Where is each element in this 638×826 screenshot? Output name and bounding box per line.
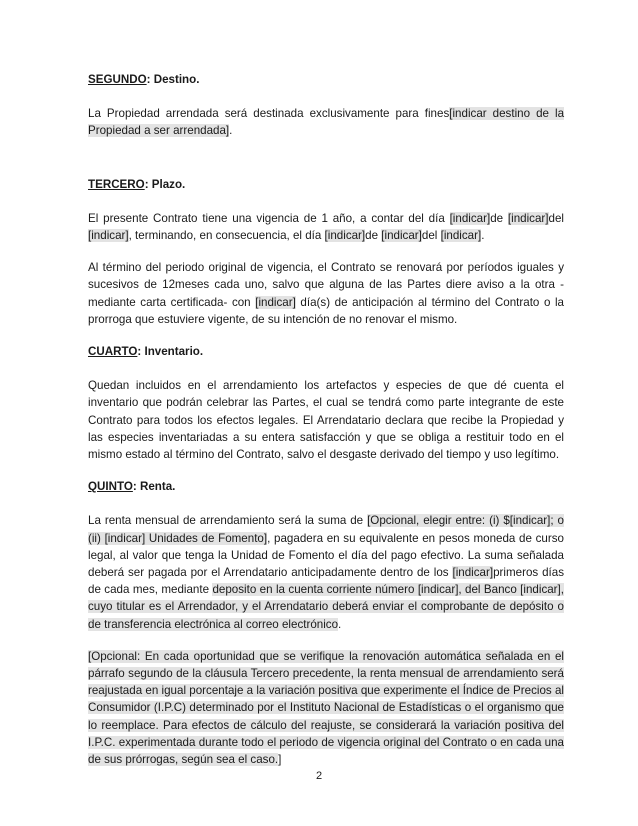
placeholder-highlight: [Opcional, elegir entre: (i) $[indicar]; o (ii) [indicar] Unidades de Fomento] [88, 514, 564, 545]
paragraph-text: La renta mensual de arrendamiento será la suma de [88, 514, 368, 528]
clause-title: : Inventario. [137, 345, 204, 359]
paragraph-text: Al término del periodo original de vigencia, el Contrato se renovará por períodos iguales y sucesivos de 12meses cada uno, salvo que alguna de las Partes diere aviso a la otra -mediante carta certificada- con [88, 261, 564, 309]
clause-label: TERCERO [88, 177, 145, 191]
clause-title: : Plazo. [144, 177, 186, 191]
paragraph-text: El presente Contrato tiene una vigencia de 1 año, a contar del día [88, 211, 450, 225]
paragraph-text: del [548, 211, 564, 225]
placeholder-highlight: [indicar] [381, 229, 422, 243]
document-body [88, 71, 564, 768]
clause-label: SEGUNDO [88, 73, 147, 86]
paragraph-text: Quedan incluidos en el arrendamiento los artefactos y especies de que dé cuenta el inventario que podrán celebrar las Partes, el cual se tendrá como parte integrante de este Contrato para todos los efectos legales. El Arrendatario declara que recibe la Propiedad y las especies inventariadas a su entera satisfacción y que se obliga a restituir todo en el mismo estado al término del Contrato, salvo el desgaste derivado del tiempo y uso legítimo. [88, 379, 564, 462]
paragraph-text: ] [278, 753, 282, 767]
placeholder-highlight: deposito en la cuenta corriente número [indicar], del Banco [indicar], cuyo titular es el Arrendador, y el Arrendatario deberá enviar el comprobante de depósito o de transferencia electrónica al correo electrónico [88, 583, 564, 631]
page-number: 2 [315, 770, 323, 782]
paragraph-text: de [365, 229, 382, 243]
paragraph-text: . [481, 229, 485, 243]
paragraph-text: , terminando, en consecuencia, el día [128, 229, 325, 243]
paragraph [88, 648, 564, 768]
clause-heading-cuarto [88, 343, 564, 360]
placeholder-highlight: [Opcional: En cada oportunidad que se verifique la renovación automática señalada en el párrafo segundo de la cláusula Tercero precedente, la renta mensual de arrendamiento será reajustada en igual porcentaje a la variación positiva que experimente el Índice de Precios al Consumidor (I.P.C) determinado por el Instituto Nacional de Estadísticas o el organismo que lo reemplace. Para efectos de cálculo del reajuste, se considerará la variación positiva del I.P.C. experimentada durante todo el periodo de vigencia original del Contrato o en cada una de sus prórrogas, según sea el caso. [88, 649, 564, 767]
clause-label: QUINTO [88, 480, 133, 494]
clause-heading-segundo [88, 71, 564, 88]
placeholder-highlight: [indicar] [324, 229, 366, 243]
paragraph [88, 377, 564, 463]
clause-heading-quinto [88, 478, 564, 495]
placeholder-highlight: [indicar] [507, 211, 549, 225]
placeholder-highlight: [indicar destino de la Propiedad a ser arrendada] [88, 107, 565, 138]
placeholder-highlight: [indicar] [449, 211, 491, 225]
paragraph-text: del [421, 229, 441, 243]
paragraph-text: de [490, 211, 508, 225]
paragraph-text: primeros días de cada mes, mediante [88, 566, 565, 597]
paragraph-text: . [229, 124, 233, 138]
placeholder-highlight: [indicar] [255, 295, 296, 309]
clause-title: : Destino. [146, 73, 200, 86]
paragraph-text: , pagadera en su equivalente en pesos moneda de curso legal, al valor que tenga la Unidad de Fomento el día del pago efectivo. La suma señalada deberá ser pagada por el Arrendatario anticipadamente dentro de los [88, 531, 564, 580]
paragraph [88, 259, 564, 328]
paragraph-text: La Propiedad arrendada será destinada exclusivamente para fines [88, 107, 450, 121]
paragraph-text: . [338, 617, 342, 631]
clause-title: : Renta. [132, 480, 176, 494]
paragraph-text: día(s) de anticipación al término del Contrato o la prorroga que estuviere vigente, de su intención de no renovar el mismo. [88, 295, 565, 326]
paragraph [88, 105, 564, 139]
placeholder-highlight: [indicar] [88, 229, 129, 243]
clause-heading-tercero [88, 176, 564, 193]
clause-label: CUARTO [88, 345, 138, 359]
placeholder-highlight: [indicar] [452, 566, 494, 580]
paragraph [88, 512, 564, 632]
placeholder-highlight: [indicar] [440, 229, 482, 243]
paragraph [88, 210, 564, 244]
